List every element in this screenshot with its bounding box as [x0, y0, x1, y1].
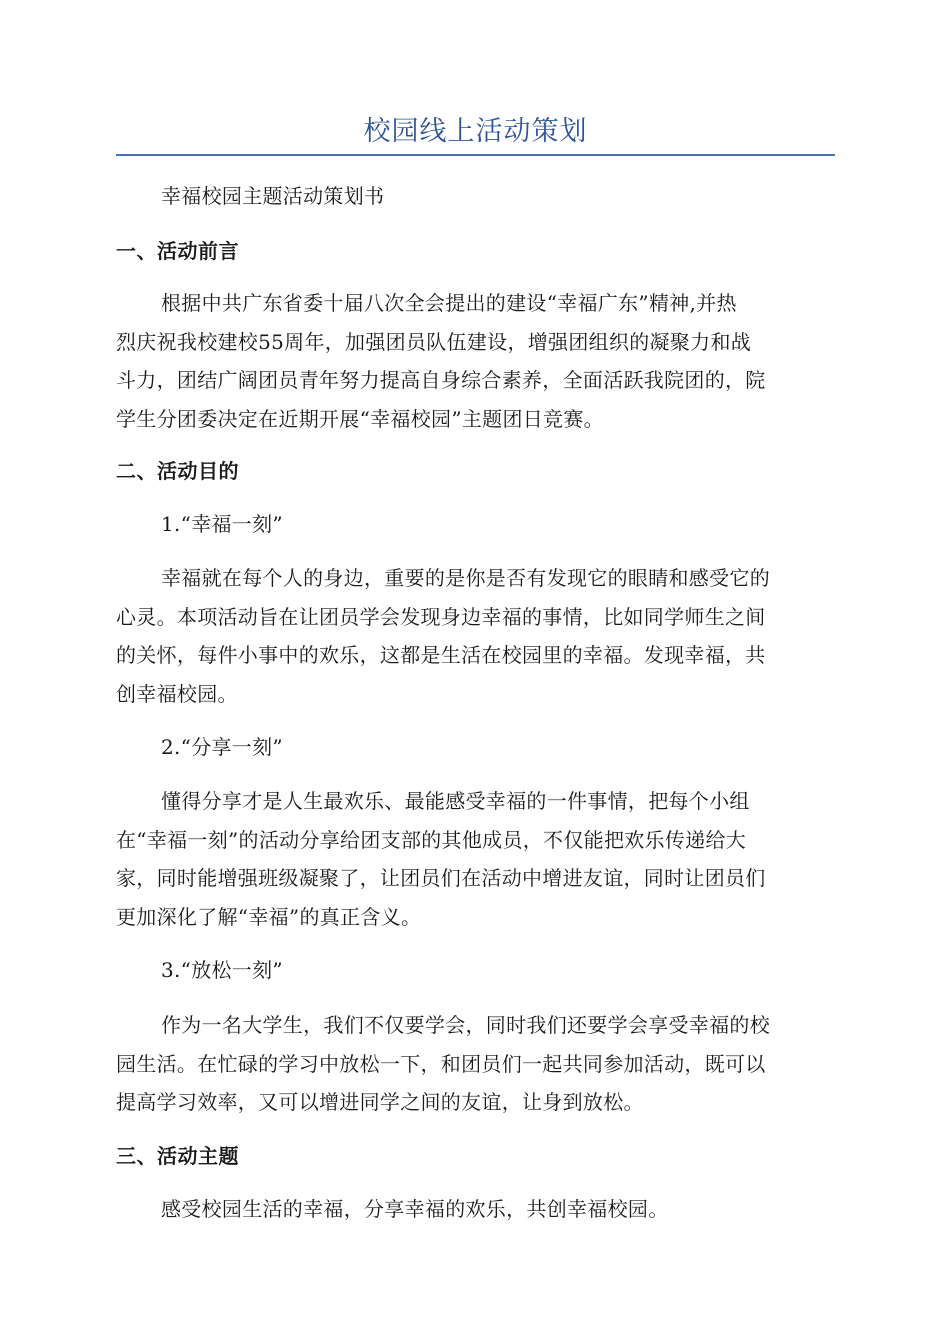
- paragraph-line: 创幸福校园。: [116, 681, 238, 706]
- document-subtitle: 幸福校园主题活动策划书: [161, 184, 385, 208]
- purpose-item-paragraph: [116, 1006, 835, 1122]
- paragraph-line: 根据中共广东省委十届八次全会提出的建设“幸福广东”精神,并热: [161, 291, 737, 315]
- paragraph-line: 园生活。在忙碌的学习中放松一下，和团员们一起共同参加活动，既可以: [116, 1051, 766, 1076]
- paragraph-line: 幸福就在每个人的身边，重要的是你是否有发现它的眼睛和感受它的: [161, 566, 770, 590]
- purpose-item-label: 1.“幸福一刻”: [161, 512, 283, 536]
- paragraph-line: 懂得分享才是人生最欢乐、最能感受幸福的一件事情，把每个小组: [161, 789, 750, 813]
- paragraph-line: 感受校园生活的幸福，分享幸福的欢乐，共创幸福校园。: [161, 1197, 669, 1221]
- purpose-item-label: 2.“分享一刻”: [161, 735, 283, 759]
- paragraph-line: 心灵。本项活动旨在让团员学会发现身边幸福的事情，比如同学师生之间: [116, 604, 766, 629]
- document-title: 校园线上活动策划: [363, 116, 588, 147]
- paragraph-line: 家，同时能增强班级凝聚了，让团员们在活动中增进友谊，同时让团员们: [116, 866, 766, 890]
- purpose-item-label: 3.“放松一刻”: [161, 958, 283, 982]
- section-heading-preface: 一、活动前言: [116, 239, 239, 263]
- paragraph-line: 更加深化了解“幸福”的真正含义。: [116, 904, 422, 929]
- section-preface-paragraph: [116, 284, 835, 438]
- paragraph-line: 烈庆祝我校建校55周年，加强团员队伍建设，增强团组织的凝聚力和战: [116, 329, 752, 354]
- paragraph-line: 在“幸福一刻”的活动分享给团支部的其他成员，不仅能把欢乐传递给大: [116, 827, 747, 852]
- purpose-item-paragraph: [116, 559, 835, 713]
- section-heading-purpose: 二、活动目的: [116, 459, 239, 483]
- section-theme-paragraph: [116, 1190, 835, 1229]
- paragraph-line: 提高学习效率，又可以增进同学之间的友谊，让身到放松。: [116, 1090, 644, 1114]
- paragraph-line: 学生分团委决定在近期开展“幸福校园”主题团日竞赛。: [116, 406, 604, 431]
- purpose-item-paragraph: [116, 782, 835, 936]
- paragraph-line: 的关怀，每件小事中的欢乐，这都是生活在校园里的幸福。发现幸福，共: [116, 643, 766, 667]
- paragraph-line: 斗力，团结广阔团员青年努力提高自身综合素养，全面活跃我院团的，院: [116, 368, 766, 392]
- title-underline: [116, 154, 835, 156]
- section-heading-theme: 三、活动主题: [116, 1144, 239, 1168]
- paragraph-line: 作为一名大学生，我们不仅要学会，同时我们还要学会享受幸福的校: [161, 1013, 770, 1037]
